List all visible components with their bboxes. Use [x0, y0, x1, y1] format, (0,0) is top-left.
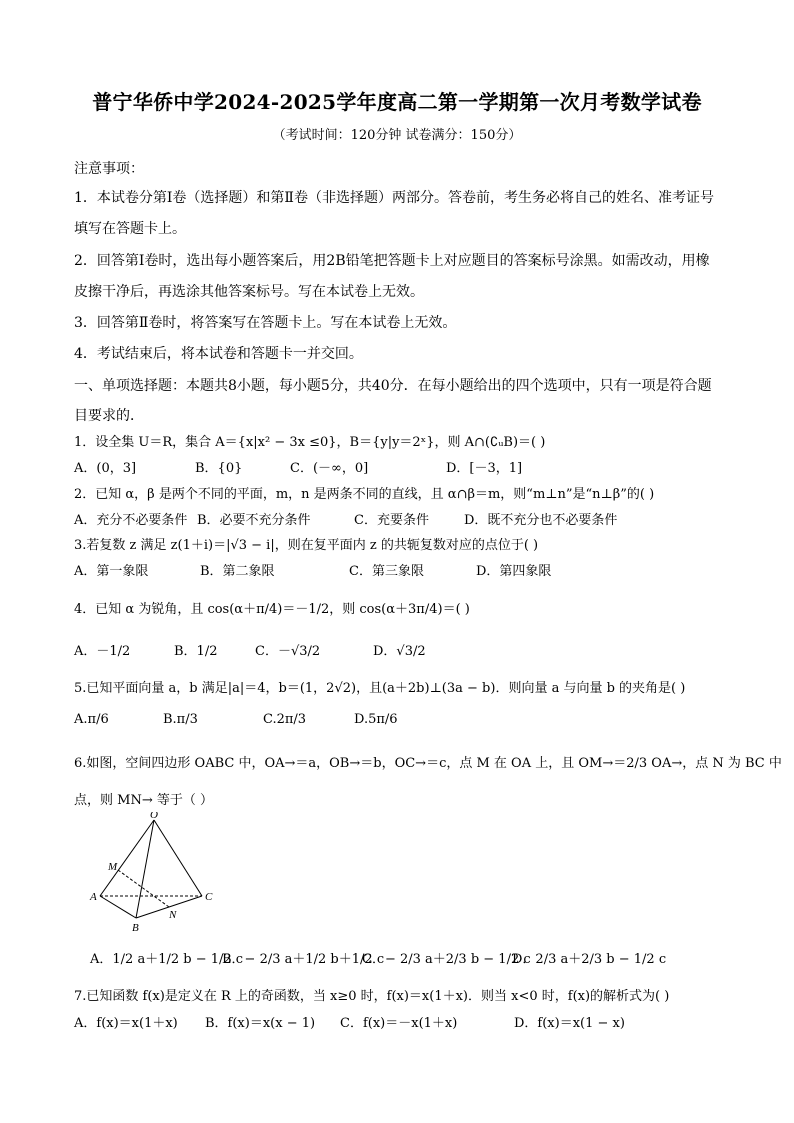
- question-5-stem: 5.已知平面向量 a，b 满足|a|＝4，b＝(1，2√2)，且(a＋2b)⊥(3a − b)．则向量 a 与向量 b 的夹角是( ): [74, 681, 686, 696]
- question-2-option-a: A．充分不必要条件: [74, 513, 188, 528]
- question-5-option-a: A.π/6: [74, 712, 109, 727]
- question-1-option-c: C．(－∞，0]: [290, 461, 369, 476]
- question-2-option-b: B．必要不充分条件: [197, 513, 311, 528]
- question-3-stem: 3.若复数 z 满足 z(1＋i)＝|√3 − i|，则在复平面内 z 的共轭复数对应的点位于( ): [74, 538, 539, 553]
- question-2-option-d: D．既不充分也不必要条件: [464, 513, 618, 528]
- edge-oa: [100, 820, 154, 896]
- notice-line: 2．回答第Ⅰ卷时，选出每小题答案后，用2B铅笔把答题卡上对应题目的答案标号涂黑。如需改动，用橡: [74, 253, 710, 269]
- question-6-option-b: B．− 2/3 a＋1/2 b＋1/2 c: [222, 952, 385, 967]
- question-7-stem: 7.已知函数 f(x)是定义在 R 上的奇函数，当 x≥0 时，f(x)＝x(1＋x)．则当 x<0 时，f(x)的解析式为( ): [74, 989, 670, 1004]
- question-5-option-d: D.5π/6: [354, 712, 398, 727]
- edge-ob: [136, 820, 154, 918]
- notice-line: 皮擦干净后，再选涂其他答案标号。写在本试卷上无效。: [74, 284, 424, 300]
- label-m: M: [108, 861, 118, 873]
- question-2-stem: 2．已知 α，β 是两个不同的平面，m，n 是两条不同的直线，且 α∩β＝m，则“m⊥n”是“n⊥β”的( ): [74, 487, 655, 502]
- question-3-option-a: A．第一象限: [74, 564, 149, 579]
- question-1-option-a: A．(0，3]: [74, 461, 137, 476]
- label-o: O: [150, 812, 158, 821]
- question-4-option-a: A．－1/2: [74, 644, 131, 659]
- question-6-option-d: D．2/3 a＋2/3 b − 1/2 c: [512, 952, 667, 967]
- section-heading: 一、单项选择题：本题共8小题，每小题5分，共40分．在每小题给出的四个选项中，只有一项是符合题: [74, 378, 712, 394]
- question-5-option-c: C.2π/3: [263, 712, 307, 727]
- question-2-option-c: C．充要条件: [354, 513, 429, 528]
- label-c: C: [205, 891, 213, 903]
- question-4-option-d: D．√3/2: [373, 644, 426, 659]
- question-6-stem-cont: 点，则 MN→ 等于（ ）: [74, 793, 213, 808]
- edge-oc: [154, 820, 202, 896]
- tetrahedron-figure: [84, 812, 224, 938]
- exam-subtitle: （考试时间：120分钟 试卷满分：150分）: [272, 128, 522, 143]
- question-6-option-c: C．− 2/3 a＋2/3 b − 1/2 c: [362, 952, 531, 967]
- tetrahedron-diagram: [84, 812, 224, 934]
- notice-line: 填写在答题卡上。: [74, 221, 186, 237]
- edge-ab: [100, 896, 136, 918]
- section-heading-cont: 目要求的．: [74, 408, 144, 424]
- notice-heading: 注意事项：: [74, 161, 144, 177]
- question-5-option-b: B.π/3: [163, 712, 198, 727]
- label-n: N: [169, 909, 177, 921]
- question-4-option-c: C．－√3/2: [255, 644, 321, 659]
- question-3-option-c: C．第三象限: [349, 564, 424, 579]
- question-4-stem: 4．已知 α 为锐角，且 cos(α＋π/4)＝－1/2，则 cos(α＋3π/4)＝( ): [74, 602, 470, 617]
- question-1-option-d: D．[－3，1]: [446, 461, 523, 476]
- question-1-stem: 1．设全集 U＝R，集合 A＝{x|x² − 3x ≤0}，B＝{y|y＝2ˣ}，则 A∩(∁ᵤB)＝( ): [74, 435, 546, 450]
- question-4-option-b: B．1/2: [174, 644, 218, 659]
- question-6-option-a: A．1/2 a＋1/2 b − 1/2 c: [90, 952, 244, 967]
- question-3-option-b: B．第二象限: [200, 564, 275, 579]
- question-7-option-a: A．f(x)＝x(1＋x): [74, 1016, 178, 1031]
- label-b: B: [132, 922, 139, 934]
- notice-line: 3．回答第Ⅱ卷时，将答案写在答题卡上。写在本试卷上无效。: [74, 315, 457, 331]
- question-7-option-d: D．f(x)＝x(1 − x): [514, 1016, 625, 1031]
- label-a: A: [90, 891, 97, 903]
- notice-line: 1．本试卷分第Ⅰ卷（选择题）和第Ⅱ卷（非选择题）两部分。答卷前，考生务必将自己的姓名、准考证号: [74, 190, 714, 206]
- exam-title: 普宁华侨中学2024-2025学年度高二第一学期第一次月考数学试卷: [92, 90, 702, 114]
- question-7-option-c: C．f(x)＝－x(1＋x): [340, 1016, 458, 1031]
- notice-line: 4．考试结束后，将本试卷和答题卡一并交回。: [74, 346, 363, 362]
- question-1-option-b: B．{0}: [195, 461, 243, 476]
- question-3-option-d: D．第四象限: [476, 564, 552, 579]
- question-6-stem: 6.如图，空间四边形 OABC 中，OA→＝a，OB→＝b，OC→＝c，点 M 在 OA 上，且 OM→＝2/3 OA→，点 N 为 BC 中: [74, 756, 782, 771]
- question-7-option-b: B．f(x)＝x(x − 1): [205, 1016, 316, 1031]
